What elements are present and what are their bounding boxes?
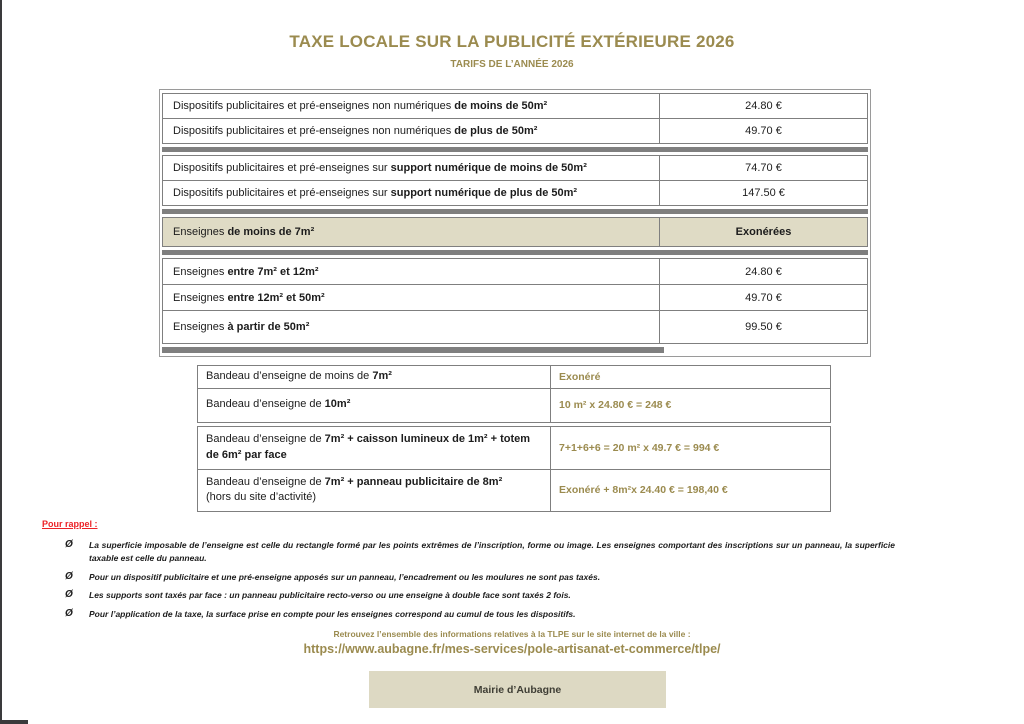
note-text: Les supports sont taxés par face : un panneau publicitaire recto-verso ou une enseigne à double face sont taxés 2 fois. xyxy=(89,590,571,601)
table-row xyxy=(162,310,868,344)
row-value: 10 m² x 24.80 € = 248 € xyxy=(559,399,672,412)
table-end-bar xyxy=(162,347,664,353)
notes-heading: Pour rappel : xyxy=(42,519,98,529)
notes-list xyxy=(65,539,895,627)
bullet-icon: Ø xyxy=(65,589,73,601)
row-label: Bandeau d’enseigne de moins de 7m² xyxy=(198,366,551,388)
table-row xyxy=(162,118,868,144)
section-separator xyxy=(162,250,868,255)
row-label: Dispositifs publicitaires et pré-enseignes non numériques de moins de 50m² xyxy=(163,94,660,118)
row-label: Dispositifs publicitaires et pré-enseignes sur support numérique de plus de 50m² xyxy=(163,181,660,205)
footer-note: Retrouvez l’ensemble des informations relatives à la TLPE sur le site internet de la ville : xyxy=(333,629,691,639)
row-value: 74.70 € xyxy=(745,162,782,174)
window-bottom-mark xyxy=(0,720,28,724)
table-row xyxy=(197,426,831,470)
row-value: 99.50 € xyxy=(745,321,782,333)
window-left-border xyxy=(0,0,2,724)
section-separator xyxy=(162,209,868,214)
page-title: TAXE LOCALE SUR LA PUBLICITÉ EXTÉRIEURE 2026 xyxy=(289,32,735,51)
bullet-icon: Ø xyxy=(65,570,73,582)
table-row xyxy=(197,469,831,512)
note-item xyxy=(65,608,895,621)
note-item xyxy=(65,589,895,602)
row-value: 24.80 € xyxy=(745,265,782,278)
row-label: Dispositifs publicitaires et pré-enseignes sur support numérique de moins de 50m² xyxy=(163,156,660,180)
table-row xyxy=(162,284,868,311)
row-label: Bandeau d’enseigne de 7m² + panneau publicitaire de 8m² (hors du site d’activité) xyxy=(198,470,551,511)
row-label: Enseignes de moins de 7m² xyxy=(163,218,660,246)
row-label: Bandeau d’enseigne de 10m² xyxy=(198,389,551,422)
table-row xyxy=(162,258,868,285)
row-value: 147.50 € xyxy=(742,187,785,199)
row-label: Dispositifs publicitaires et pré-enseignes non numériques de plus de 50m² xyxy=(163,119,660,143)
mairie-label: Mairie d’Aubagne xyxy=(473,683,562,696)
row-value: 49.70 € xyxy=(745,125,782,137)
table-row xyxy=(162,155,868,181)
examples-table xyxy=(197,365,831,512)
row-value: 7+1+6+6 = 20 m² x 49.7 € = 994 € xyxy=(559,441,720,454)
note-text: Pour un dispositif publicitaire et une pré-enseigne apposés sur un panneau, l’encadrement ou les moulures ne sont pas taxés. xyxy=(89,571,601,582)
note-text: La superficie imposable de l’enseigne est celle du rectangle formé par les points extrêmes de l’inscription, forme ou image. Les enseignes comportant des inscriptions sur un panneau, la superficie taxable est celle du panneau. xyxy=(89,540,895,563)
table-row-exonerated xyxy=(162,217,868,247)
section-separator xyxy=(162,147,868,152)
row-value: 49.70 € xyxy=(745,291,782,304)
row-value: Exonéré + 8m²x 24.40 € = 198,40 € xyxy=(559,484,728,497)
row-value: Exonéré xyxy=(559,370,601,383)
row-label: Enseignes entre 7m² et 12m² xyxy=(163,259,660,284)
note-text: Pour l’application de la taxe, la surface prise en compte pour les enseignes correspond au cumul de tous les dispositifs. xyxy=(89,609,576,619)
mairie-box xyxy=(369,671,666,708)
row-value: 24.80 € xyxy=(745,100,782,112)
page-subtitle: TARIFS DE L’ANNÉE 2026 xyxy=(450,59,574,70)
website-link[interactable]: https://www.aubagne.fr/mes-services/pole-artisanat-et-commerce/tlpe/ xyxy=(303,642,721,656)
row-value: Exonérées xyxy=(735,226,792,238)
row-label: Enseignes à partir de 50m² xyxy=(163,311,660,343)
note-item xyxy=(65,539,895,565)
table-row xyxy=(197,388,831,423)
note-item xyxy=(65,571,895,584)
table-row xyxy=(197,365,831,389)
table-row xyxy=(162,180,868,206)
table-row xyxy=(162,93,868,119)
tariff-table xyxy=(159,89,871,357)
bullet-icon: Ø xyxy=(65,539,73,550)
row-label: Bandeau d’enseigne de 7m² + caisson lumineux de 1m² + totem de 6m² par face xyxy=(198,427,551,469)
row-label: Enseignes entre 12m² et 50m² xyxy=(163,285,660,310)
bullet-icon: Ø xyxy=(65,608,73,619)
